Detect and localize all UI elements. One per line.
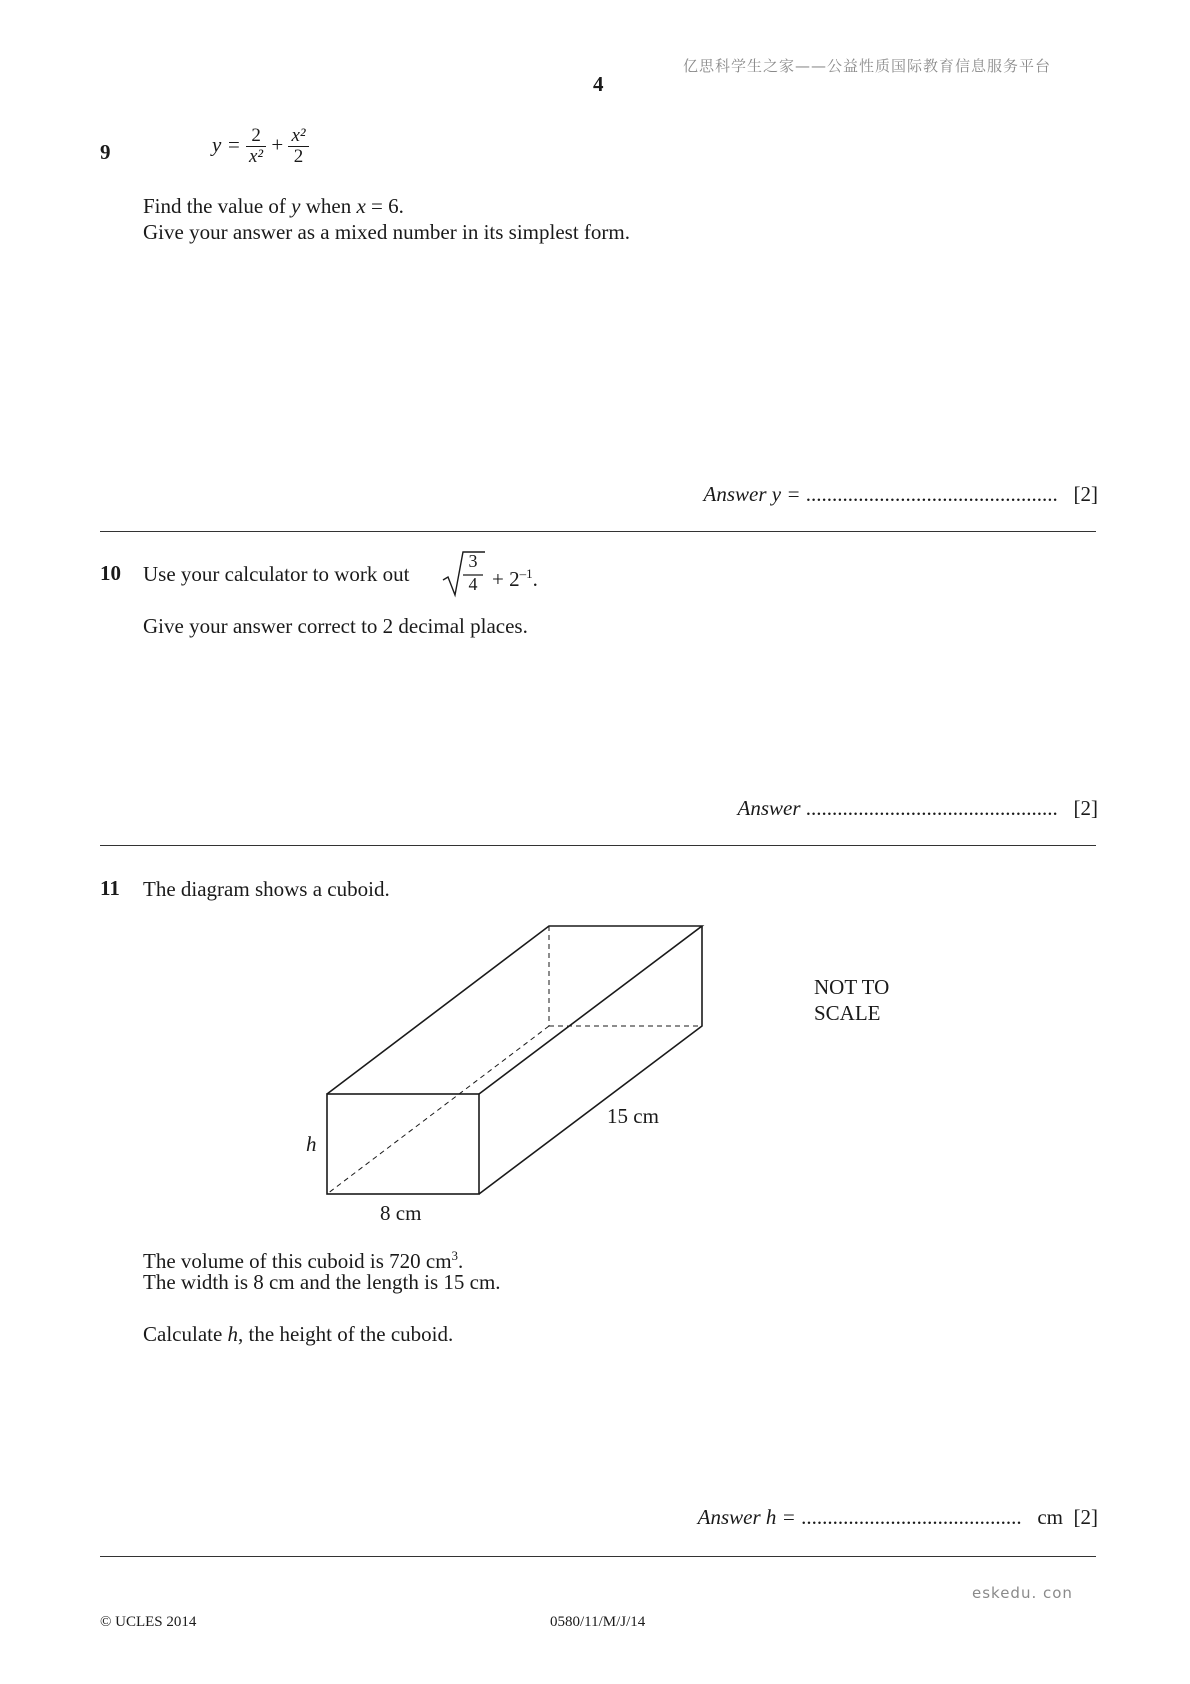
q11-answer-line: [698, 1505, 1098, 1530]
q11-line3-a: Calculate: [143, 1322, 228, 1346]
q9-line1-b: when: [300, 194, 357, 218]
q11-vol-sup: 3: [451, 1248, 459, 1263]
q10-end: .: [532, 567, 538, 591]
q10-root-num: 3: [468, 551, 478, 571]
q10-answer-dots[interactable]: ................................................: [805, 796, 1058, 820]
watermark-top: 亿思科学生之家——公益性质国际教育信息服务平台: [683, 57, 1052, 75]
q11-intro: The diagram shows a cuboid.: [143, 877, 390, 901]
not-to-scale-line-2: SCALE: [814, 1001, 881, 1025]
question-9-number: 9: [100, 140, 111, 164]
q9-line1-cond: x: [356, 194, 366, 218]
question-11-number: 11: [100, 876, 120, 900]
cuboid-front-face: [327, 1094, 479, 1194]
q11-answer-unit: cm: [1037, 1505, 1063, 1529]
q11-line-3: [143, 1321, 453, 1347]
not-to-scale-line-1: NOT TO: [814, 975, 890, 999]
watermark-bottom: eskedu. con: [972, 1584, 1073, 1602]
divider-q11: [100, 1556, 1096, 1557]
cuboid-label-h: h: [306, 1132, 317, 1156]
q11-line-2: The width is 8 cm and the length is 15 cm.: [143, 1270, 501, 1294]
q9-line1-c: = 6.: [365, 194, 404, 218]
q10-tail: + 2: [492, 567, 520, 591]
question-10-number: 10: [100, 561, 121, 585]
cuboid-label-length: 15 cm: [607, 1104, 659, 1128]
q9-frac-2-num: x²: [288, 126, 308, 147]
q9-answer-label: Answer y =: [703, 482, 801, 506]
q9-eq-lhs: y =: [212, 132, 241, 157]
footer-code: 0580/11/M/J/14: [550, 1614, 646, 1630]
cuboid-right-face: [479, 926, 702, 1194]
q9-frac-1-num: 2: [246, 126, 266, 147]
q9-line1-var: y: [291, 194, 301, 218]
q9-frac-2-den: 2: [293, 146, 304, 167]
q11-vol-end: .: [458, 1249, 464, 1273]
q11-answer-label: Answer h =: [697, 1505, 796, 1529]
cuboid-hidden-edge-diagonal: [327, 1026, 549, 1194]
q11-line3-b: , the height of the cuboid.: [238, 1322, 454, 1346]
q9-answer-dots[interactable]: ................................................: [805, 482, 1058, 506]
q9-marks: [2]: [1073, 482, 1098, 506]
q10-answer-label: Answer: [737, 796, 801, 820]
page-number: 4: [593, 72, 604, 96]
q11-line3-var: h: [227, 1322, 239, 1346]
footer-copyright: © UCLES 2014: [100, 1614, 197, 1630]
q11-answer-dots[interactable]: ..........................................: [801, 1505, 1022, 1529]
q10-exponent: –1: [519, 566, 533, 581]
q11-marks: [2]: [1073, 1505, 1098, 1529]
cuboid-label-width: 8 cm: [380, 1201, 422, 1225]
q9-plus: +: [271, 132, 284, 157]
q9-line-2: Give your answer as a mixed number in its simplest form.: [143, 220, 630, 244]
q10-marks: [2]: [1073, 796, 1098, 820]
q9-line1-a: Find the value of: [143, 194, 292, 218]
q10-root-den: 4: [468, 574, 478, 594]
q9-frac-1-den: x²: [249, 146, 264, 167]
q10-text: Use your calculator to work out: [143, 562, 410, 586]
q11-vol-text: The volume of this cuboid is 720 cm: [143, 1249, 452, 1273]
q10-line-2: Give your answer correct to 2 decimal places.: [143, 614, 528, 638]
